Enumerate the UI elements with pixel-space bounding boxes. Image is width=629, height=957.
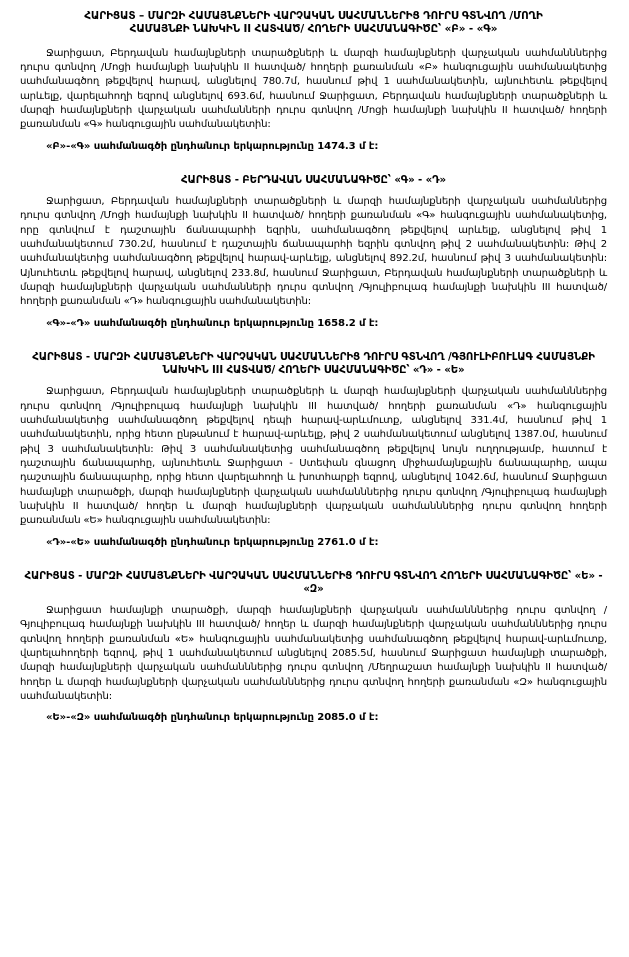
- document-title-line-1: ՀԱՐԻՑԱՏ – ՄԱՐԶԻ ՀԱՄԱՅՆՔՆԵՐԻ ՎԱՐՉԱԿԱՆ ՍԱՀՄԱՆՆԵՐԻՑ ԴՈՒՐՍ ԳՏՆՎՈՂ /ՄՈՂԻ: [84, 10, 543, 22]
- document-title: [20, 10, 607, 37]
- section-gd: [20, 174, 607, 331]
- section-heading: ՀԱՐԻՑԱՏ - ՄԱՐԶԻ ՀԱՄԱՅՆՔՆԵՐԻ ՎԱՐՉԱԿԱՆ ՍԱՀՄԱՆՆԵՐԻՑ ԴՈՒՐՍ ԳՏՆՎՈՂ /ԳՅՈՒԼԻԲՈՒԼԱԳ ՀԱՄԱՅՆՔԻ ՆԱԽԿԻՆ III ՀԱՏՎԱԾ/ ՀՈՂԵՐԻ ՍԱՀՄԱՆԱԳԻԾԸ՝ «Դ» - «Ե»: [32, 351, 595, 376]
- paragraph: Ջարիցատ համայնքի տարածքի, մարզի համայնքների վարչական սահմանններից դուրս գտնվող /Գյուլիբուլագ համայնքի նախկին III հատված/ հողեր և մարզի համայնքների վարչական սահմանններից դուրս գտնվող հողերի քառանման «Ե» հանգուցային սահմանակետից սահմանագծող թեքվելով հարավ-արևմուտք, վարելահողերի եզրով, թիվ 1 սահմանակետում անցնելով 2085.5մ, հասնում Ջարիցատ համայնքի տարածքի, մարզի համայնքների վարչական սահմանններից դուրս գտնվող /Մեղրաշատ համայնքի նախկին II հատված/ հողեր և մարզի համայնքների վարչական սահմանններից դուրս գտնվող հողերի քառանման «Զ» հանգուցային սահմանակետին:: [20, 605, 607, 703]
- paragraph: Ջարիցատ, Բերդավան համայնքների տարածքների և մարզի համայնքների վարչական սահմաններից դուրս գտնվող /Մոցի համայնքի նախկին II հատված/ հողերի քառանման «Գ» հանգուցային սահմանակետից, որը գտնվում է դաշտային ճանապարհի եզրին, սահմանագծող թեքվելով արևելք, անցնելով թիվ 1 սահմանակետում 730.2մ, հասնում է դաշտային ճանապարհի եզրին գտնվող թիվ 2 սահմանակետին: Թիվ 2 սահմանակետից սահմանագծող թեքվելով հարավ-արևելք, անցնելով 892.2մ, հասնում թիվ 3 սահմանակետին: Այնուհետև թեքվելով հարավ, անցնելով 233.8մ, հասնում Ջարիցատ, Բերդավան համայնքների տարածքների և մարզի համայնքների վարչական սահմանների դուրս գտնվող /Գյուլիբուլագ համայնքի նախկին III հատված/ հողերի քառանման «Դ» հանգուցային սահմանակետին:: [20, 195, 607, 308]
- section-dye: [20, 351, 607, 550]
- section-result: «Ե»-«Զ» սահմանագծի ընդհանուր երկարությունը 2085.0 մ է:: [46, 712, 379, 724]
- section-result: «Գ»-«Դ» սահմանագծի ընդհանուր երկարությունը 1658.2 մ է:: [46, 317, 379, 329]
- section-heading: ՀԱՐԻՑԱՏ - ԲԵՐԴԱՎԱՆ ՍԱՀՄԱՆԱԳԻԾԸ՝ «Գ» - «Դ»: [181, 174, 446, 186]
- paragraph: Ջարիցատ, Բերդավան համայնքների տարածքների և մարզի համայնքների վարչական սահմանններից դուրս գտնվող /Գյուլիբուլագ համայնքի նախկին III հատված/ հողերի քառանման «Դ» հանգուցային սահմանակետից սահմանագծող թեքվելով դեպի հարավ-արևմուտք, անցնելով 331.4մ, հասնում թիվ 1 սահմանակետին, որից հետո ընթանում է հարավ-արևելք, թիվ 2 սահմանակետում անցնելով 1387.0մ, հասնում թիվ 3 սահմանակետին: Թիվ 3 սահմանակետից սահմանագծող թեքվելով նույն ուղղությամբ, հատում է դաշտային ճանապարհը, այնուհետև Ջարիցատ - Ստեփան գնացող միջհամայնքային ճանապարհը, ապա դաշտային ճանապարհը, որից հետո վարելահողի և խոտհարքի եզրով, անցնելով 1042.6մ, հասնում Ջարիցատ համայնքի տարածքի, մարզի համայնքների վարչական սահմանններից դուրս գտնվող /Գյուլիբուլագ համայնքի նախկին II հատված/ հողեր և մարզի համայնքների վարչական սահմանններից դուրս գտնվող հողերի քառանման «Ե» հանգուցային սահմանակետին:: [20, 386, 607, 527]
- section-result: «Դ»-«Ե» սահմանագծի ընդհանուր երկարությունը 2761.0 մ է:: [46, 536, 379, 548]
- section-result: «Բ»-«Գ» սահմանագծի ընդհանուր երկարությունը 1474.3 մ է:: [46, 140, 379, 152]
- section-yez: [20, 570, 607, 726]
- section-bg: [20, 47, 607, 154]
- document-title-line-2: ՀԱՄԱՅՆՔԻ ՆԱԽԿԻՆ II ՀԱՏՎԱԾ/ ՀՈՂԵՐԻ ՍԱՀՄԱՆԱԳԻԾԸ՝ «Բ» - «Գ»: [129, 23, 498, 36]
- section-heading: ՀԱՐԻՑԱՏ - ՄԱՐԶԻ ՀԱՄԱՅՆՔՆԵՐԻ ՎԱՐՉԱԿԱՆ ՍԱՀՄԱՆՆԵՐԻՑ ԴՈՒՐՍ ԳՏՆՎՈՂ ՀՈՂԵՐԻ ՍԱՀՄԱՆԱԳԻԾԸ՝ «Ե» - «Զ»: [24, 570, 603, 595]
- paragraph: Ջարիցատ, Բերդավան համայնքների տարածքների և մարզի համայնքների վարչական սահմանններից դուրս գտնվող /Մոցի համայնքի նախկին II հատված/ հողերի քառանման «Բ» հանգուցային սահմանակետից սահմանագծող թեքվելով հարավ, անցնելով 780.7մ, հասնում թիվ 1 սահմանակետին, այնուհետև թեքվելով արևելք, վարելահողի եզրով անցնելով 693.6մ, հասնում Ջարիցատ, Բերդավան համայնքների տարածքների և մարզի համայնքների վարչական սահմանների դուրս գտնվող /Մոցի համայնքի նախկին II հատված/ հողերի քառանման «Գ» հանգուցային սահմանակետին:: [20, 47, 607, 131]
